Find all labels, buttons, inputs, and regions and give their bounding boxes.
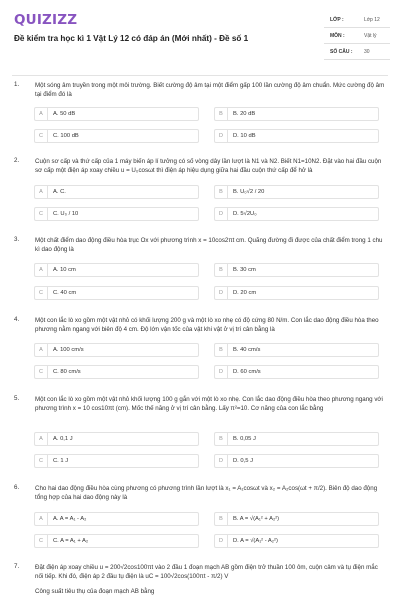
option-text: A. 10 cm — [53, 267, 76, 273]
document-title: Đề kiểm tra học kì 1 Vật Lý 12 có đáp án (Mới nhất) - Đề số 1 — [14, 34, 249, 43]
option-text: D. 60 cm/s — [233, 369, 261, 375]
option-letter: D — [215, 130, 228, 142]
header-divider — [12, 75, 388, 76]
question-text: Một con lắc lò xo gồm một vật nhỏ có khối lượng 200 g và một lò xo nhẹ có độ cứng 80 N/m. Con lắc dao động điều hòa theo phương nằm ngang với biên độ 4 cm. Độ lớn vận tốc của vật khi vật ở vị trí cân bằng là — [35, 317, 379, 333]
option-text: D. 20 cm — [233, 290, 257, 296]
document-header — [0, 0, 400, 66]
option-text: B. 40 cm/s — [233, 347, 261, 353]
option-letter: C — [35, 455, 48, 467]
option-letter: B — [215, 513, 228, 525]
question-number: 2. — [14, 157, 20, 164]
option-b[interactable] — [214, 107, 379, 121]
option-letter: D — [215, 535, 228, 547]
question-text: Cho hai dao động điều hòa cùng phương có phương trình lần lượt là x₁ = A₁cosωt và x₂ = A₂cos(ωt + π/2). Biên độ dao động tổng hợp của hai dao động này là — [35, 485, 378, 501]
question-number: 1. — [14, 81, 20, 88]
option-text: B. U₀√2 / 20 — [233, 189, 265, 195]
question-number: 4. — [14, 316, 20, 323]
option-letter: A — [35, 433, 48, 445]
meta-value: Lớp 12 — [364, 17, 380, 23]
option-text: B. 20 dB — [233, 111, 256, 117]
meta-row-class — [324, 12, 390, 28]
option-text: A. A = A₁ - A₂ — [53, 516, 87, 522]
option-text: B. A = √(A₁² + A₂²) — [233, 516, 280, 522]
option-letter: C — [35, 366, 48, 378]
quizizz-logo: QUIZIZZ — [14, 12, 78, 28]
meta-label: MÔN : — [330, 33, 345, 39]
option-text: C. A = A₁ + A₂ — [53, 538, 89, 544]
option-a[interactable] — [34, 107, 199, 121]
option-text: C. U₀ / 10 — [53, 211, 79, 217]
option-b[interactable] — [214, 432, 379, 446]
option-c[interactable] — [34, 365, 199, 379]
option-letter: D — [215, 366, 228, 378]
option-letter: B — [215, 433, 228, 445]
option-d[interactable] — [214, 454, 379, 468]
option-d[interactable] — [214, 207, 379, 221]
option-letter: D — [215, 287, 228, 299]
option-letter: C — [35, 287, 48, 299]
option-text: C. 100 dB — [53, 133, 79, 139]
option-b[interactable] — [214, 343, 379, 357]
option-text: D. A = √(A₁² - A₂²) — [233, 538, 278, 544]
question-text: Cuộn sơ cấp và thứ cấp của 1 máy biến áp lí tưởng có số vòng dây lần lượt là N1 và N2. Biết N1=10N2. Đặt vào hai đầu cuộn sơ cấp một điện áp xoay chiều u = U₀cosωt thì điện áp hiệu dụng giữa hai đầu cuộn thứ cấp để hở là — [35, 158, 382, 174]
option-letter: B — [215, 264, 228, 276]
option-a[interactable] — [34, 343, 199, 357]
option-text: D. 5√2U₀ — [233, 211, 257, 217]
option-b[interactable] — [214, 185, 379, 199]
option-text: C. 40 cm — [53, 290, 77, 296]
option-c[interactable] — [34, 129, 199, 143]
option-b[interactable] — [214, 512, 379, 526]
question-subtext: Công suất tiêu thụ của đoạn mạch AB bằng — [35, 588, 155, 595]
question-number: 3. — [14, 236, 20, 243]
option-c[interactable] — [34, 534, 199, 548]
option-b[interactable] — [214, 263, 379, 277]
option-a[interactable] — [34, 432, 199, 446]
option-d[interactable] — [214, 365, 379, 379]
question-text: Một sóng âm truyền trong một môi trường. Biết cường độ âm tại một điểm gấp 100 lần cường độ âm chuẩn. Mức cường độ âm tại điểm đó là — [35, 82, 385, 98]
option-text: C. 80 cm/s — [53, 369, 81, 375]
option-text: A. 100 cm/s — [53, 347, 84, 353]
option-letter: A — [35, 264, 48, 276]
option-a[interactable] — [34, 185, 199, 199]
option-text: B. 30 cm — [233, 267, 256, 273]
meta-row-subject — [324, 28, 390, 44]
option-d[interactable] — [214, 129, 379, 143]
question-text: Một con lắc lò xo gồm một vật nhỏ khối lượng 100 g gắn với một lò xo nhẹ. Con lắc dao động điều hòa theo phương ngang với phương trình x = 10 cos10πt (cm). Mốc thế năng ở vị trí cân bằng. Lấy π²=10. Cơ năng của con lắc bằng — [35, 396, 383, 412]
question-text: Một chất điểm dao động điều hòa trục Ox với phương trình x = 10cos2πt cm. Quãng đường đi được của chất điểm trong 1 chu kì dao động là — [35, 237, 383, 253]
option-letter: B — [215, 344, 228, 356]
option-letter: A — [35, 513, 48, 525]
question-number: 6. — [14, 484, 20, 491]
option-text: B. 0,05 J — [233, 436, 256, 442]
option-c[interactable] — [34, 207, 199, 221]
option-letter: A — [35, 186, 48, 198]
option-c[interactable] — [34, 286, 199, 300]
option-text: A. C. — [53, 189, 66, 195]
meta-label: SỐ CÂU : — [330, 49, 353, 55]
meta-label: LỚP : — [330, 17, 344, 23]
option-c[interactable] — [34, 454, 199, 468]
option-letter: C — [35, 208, 48, 220]
option-letter: B — [215, 108, 228, 120]
option-text: A. 0,1 J — [53, 436, 73, 442]
question-text: Đặt điện áp xoay chiều u = 200√2cos100πt vào 2 đầu 1 đoạn mạch AB gồm điện trở thuần 100 ôm, cuộn cảm và tụ điện mắc nối tiếp. Khi đó, điện áp 2 đầu tụ điện là uC = 100√2cos(100πt - π/2) V — [35, 564, 378, 580]
meta-value: Vật lý — [364, 33, 377, 39]
option-letter: C — [35, 535, 48, 547]
meta-box — [324, 12, 390, 60]
option-a[interactable] — [34, 263, 199, 277]
option-letter: A — [35, 344, 48, 356]
option-text: C. 1 J — [53, 458, 69, 464]
option-text: D. 0,5 J — [233, 458, 253, 464]
option-letter: D — [215, 455, 228, 467]
option-d[interactable] — [214, 286, 379, 300]
option-d[interactable] — [214, 534, 379, 548]
option-letter: C — [35, 130, 48, 142]
option-text: A. 50 dB — [53, 111, 76, 117]
option-letter: D — [215, 208, 228, 220]
option-letter: B — [215, 186, 228, 198]
meta-value: 30 — [364, 49, 370, 55]
meta-row-count — [324, 44, 390, 60]
question-number: 5. — [14, 395, 20, 402]
question-number: 7. — [14, 563, 20, 570]
option-letter: A — [35, 108, 48, 120]
option-text: D. 10 dB — [233, 133, 256, 139]
option-a[interactable] — [34, 512, 199, 526]
